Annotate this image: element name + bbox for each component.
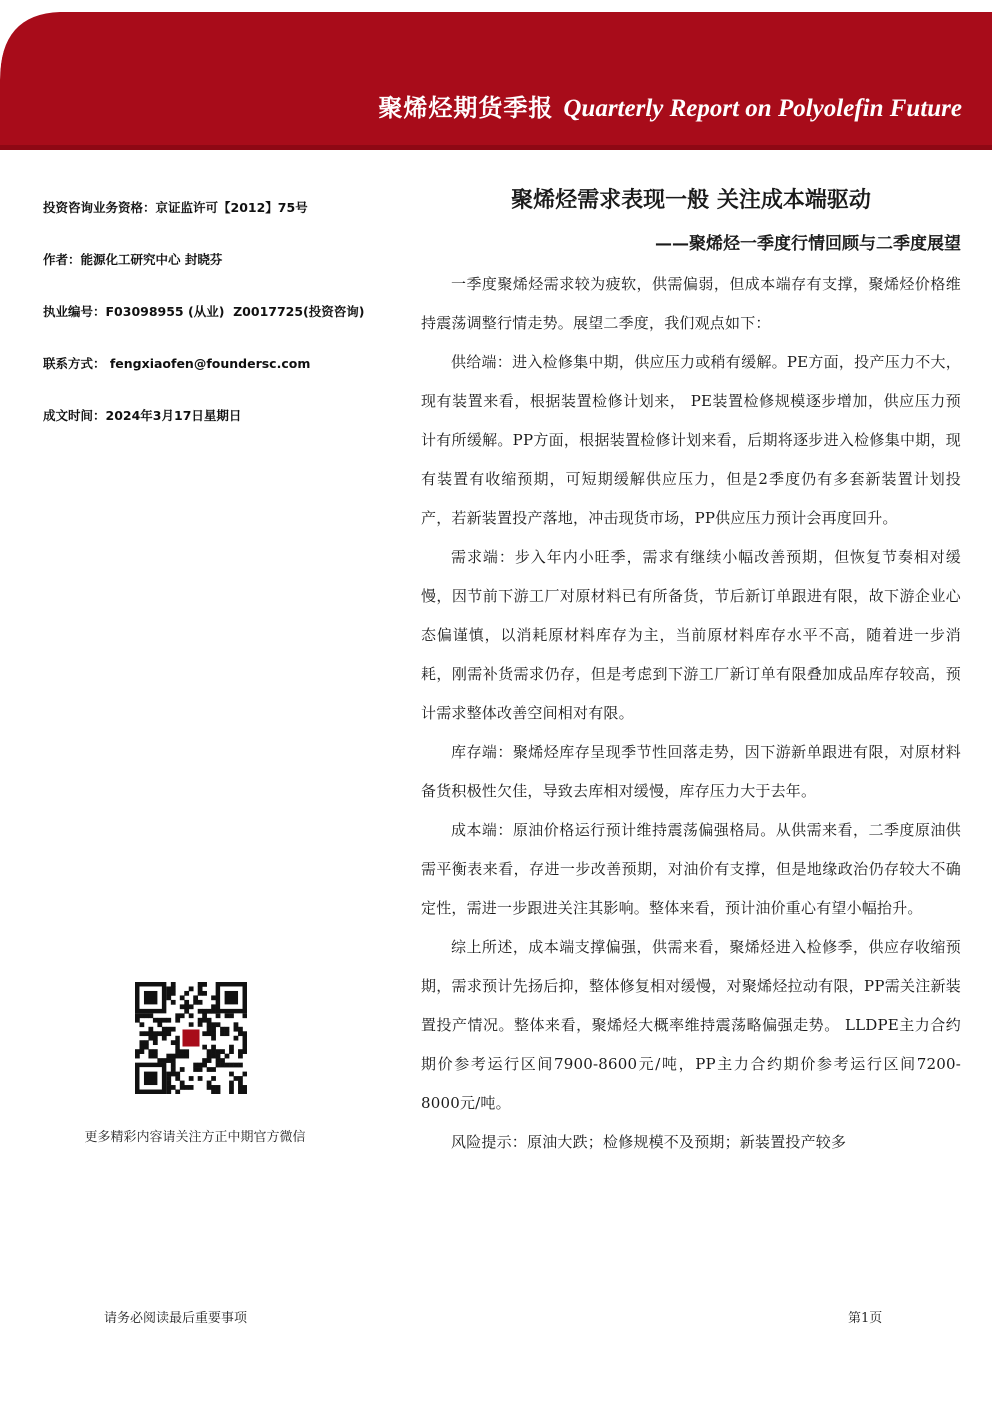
- report-series-title-cn: 聚烯烃期货季报: [378, 94, 554, 122]
- demand-paragraph: 需求端：步入年内小旺季，需求有继续小幅改善预期，但恢复节奏相对缓慢，因节前下游工厂对原材料已有所备货，节后新订单跟进有限，故下游企业心态偏谨慎，以消耗原材料库存为主，当前原材料库存水平不高，随着进一步消耗，刚需补货需求仍存，但是考虑到下游工厂新订单有限叠加成品库存较高，预计需求整体改善空间相对有限。: [421, 548, 961, 722]
- qualification-value: 京证监许可【2012】75号: [155, 200, 308, 215]
- intro-paragraph: 一季度聚烯烃需求较为疲软，供需偏弱，但成本端存有支撑，聚烯烃价格维持震荡调整行情走势。展望二季度，我们观点如下：: [421, 275, 961, 332]
- contact-label: 联系方式：: [43, 356, 106, 371]
- date-value: 2024年3月17日星期日: [105, 408, 242, 423]
- report-title: 聚烯烃需求表现一般 关注成本端驱动: [511, 188, 871, 213]
- date-label: 成文时间：: [43, 408, 106, 423]
- author-value: 能源化工研究中心 封晓芬: [80, 252, 223, 267]
- supply-paragraph: 供给端：进入检修集中期，供应压力或稍有缓解。PE方面，投产压力不大，现有装置来看，根据装置检修计划来， PE装置检修规模逐步增加，供应压力预计有所缓解。PP方面，根据装置检修计划来看，后期将逐步进入检修集中期，现有装置有收缩预期，可短期缓解供应压力，但是2季度仍有多套新装置计划投产，若新装置投产落地，冲击现货市场，PP供应压力预计会再度回升。: [421, 353, 961, 527]
- qualification-row: [43, 195, 413, 247]
- page-number: 第1页: [848, 1311, 883, 1326]
- risk-paragraph: 风险提示：原油大跌；检修规模不及预期；新装置投产较多: [451, 1133, 847, 1151]
- header-banner-shape: [0, 0, 992, 150]
- report-paragraphs: [421, 265, 961, 1162]
- license-label: 执业编号：: [43, 304, 106, 319]
- qr-code-graphic: [135, 982, 247, 1094]
- report-subtitle: ——聚烯烃一季度行情回顾与二季度展望: [655, 234, 961, 254]
- author-row: [43, 247, 413, 299]
- report-series-title: [378, 88, 962, 123]
- license-row: [43, 299, 413, 351]
- qualification-label: 投资咨询业务资格：: [43, 200, 156, 215]
- report-series-title-en: Quarterly Report on Polyolefin Future: [563, 95, 962, 122]
- cost-paragraph: 成本端：原油价格运行预计维持震荡偏强格局。从供需来看，二季度原油供需平衡表来看，存进一步改善预期，对油价有支撑，但是地缘政治仍存较大不确定性，需进一步跟进关注其影响。整体来看，预计油价重心有望小幅抬升。: [421, 821, 961, 917]
- contact-email-link[interactable]: fengxiaofen@foundersc.com: [105, 356, 311, 371]
- license-value: F03098955 (从业) Z0017725(投资咨询): [105, 304, 365, 319]
- wechat-qr-code: [135, 982, 247, 1094]
- author-label: 作者：: [43, 252, 81, 267]
- footer-disclaimer-note: 请务必阅读最后重要事项: [104, 1311, 248, 1326]
- contact-row: [43, 351, 413, 403]
- qr-caption: 更多精彩内容请关注方正中期官方微信: [84, 1130, 306, 1145]
- header-banner: [0, 0, 992, 150]
- author-info-panel: [43, 195, 413, 455]
- report-body: [421, 182, 961, 1162]
- date-row: [43, 403, 413, 455]
- inventory-paragraph: 库存端：聚烯烃库存呈现季节性回落走势，因下游新单跟进有限，对原材料备货积极性欠佳，导致去库相对缓慢，库存压力大于去年。: [421, 743, 961, 800]
- summary-paragraph: 综上所述，成本端支撑偏强，供需来看，聚烯烃进入检修季，供应存收缩预期，需求预计先扬后抑，整体修复相对缓慢，对聚烯烃拉动有限，PP需关注新装置投产情况。整体来看，聚烯烃大概率维持震荡略偏强走势。 LLDPE主力合约期价参考运行区间7900-8600元/吨，PP主力合约期价参考运行区间7200-8000元/吨。: [421, 938, 961, 1112]
